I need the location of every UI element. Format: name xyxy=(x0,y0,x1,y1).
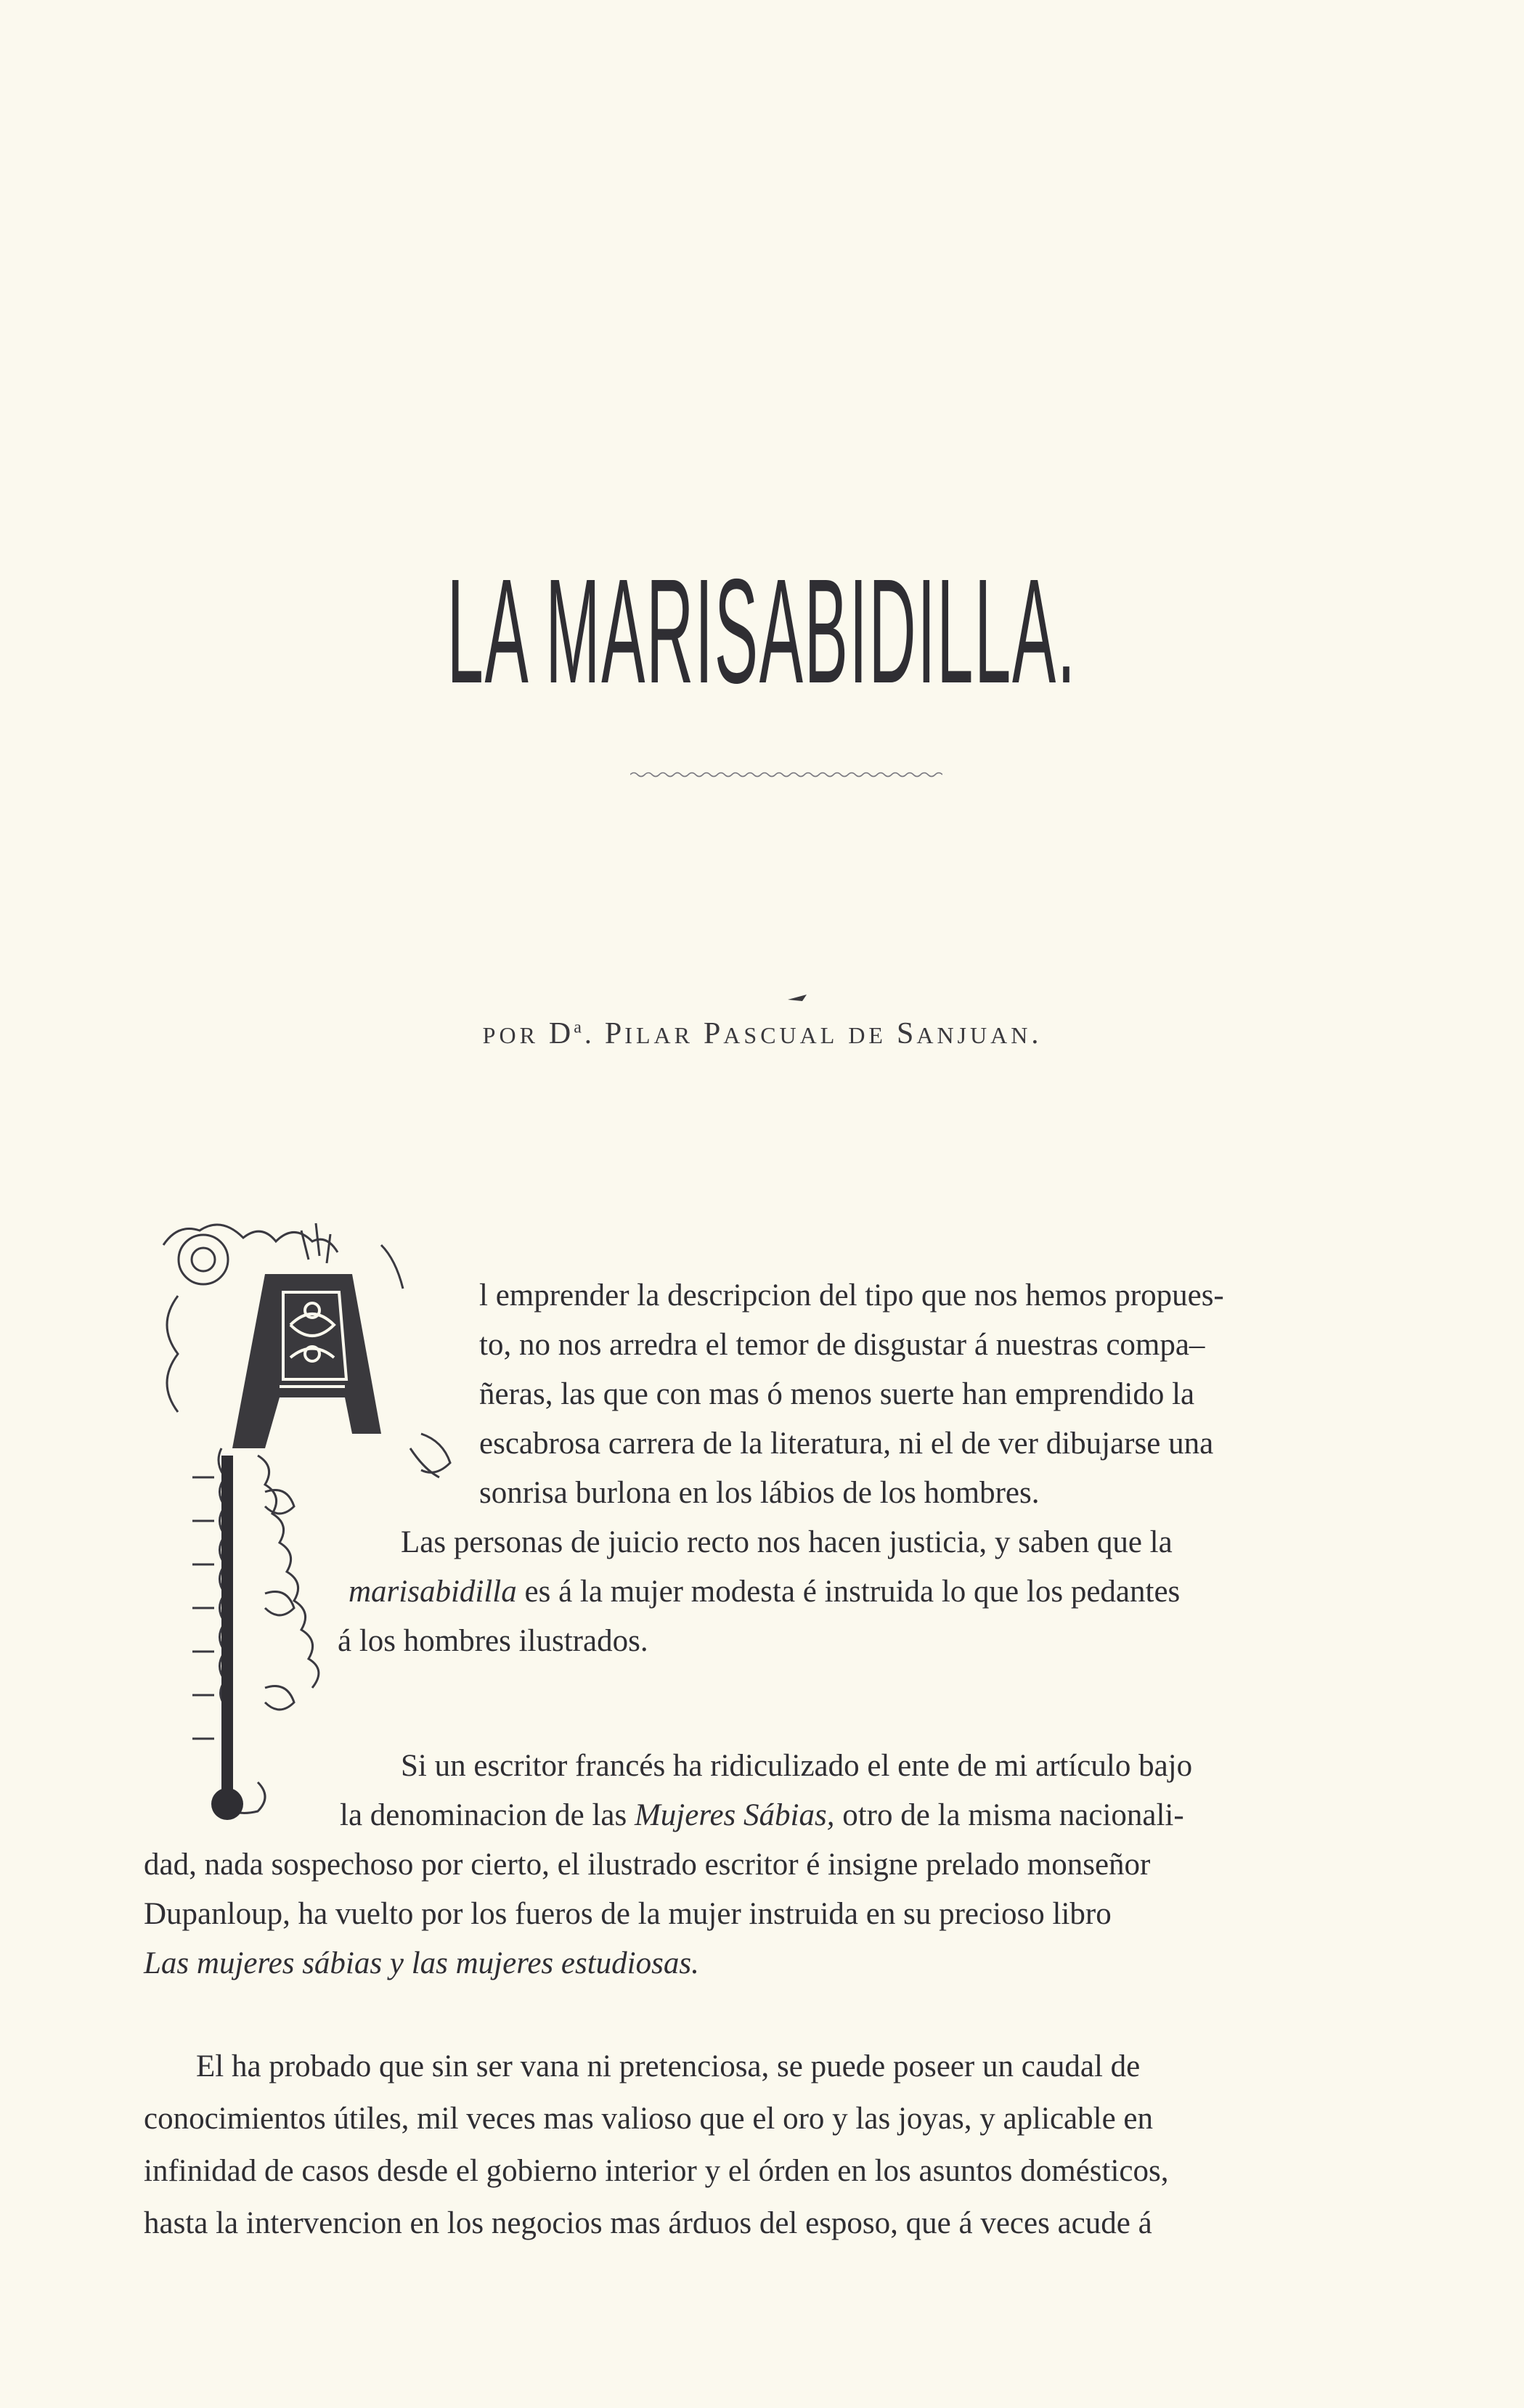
text-line: El ha probado que sin ser vana ni pretenciosa, se puede poseer un caudal de xyxy=(196,2049,1141,2083)
text-line xyxy=(340,1797,1184,1833)
text-run: otro de la misma nacionali- xyxy=(834,1798,1184,1832)
byline-por: POR xyxy=(482,1022,539,1048)
text-line: to, no nos arredra el temor de disgustar á nuestras compa– xyxy=(479,1328,1205,1362)
byline-p1: P xyxy=(604,1017,625,1050)
text-line: Dupanloup, ha vuelto por los fueros de la mujer instruida en su precioso libro xyxy=(144,1897,1112,1931)
text-line: conocimientos útiles, mil veces mas valioso que el oro y las joyas, y aplicable en xyxy=(144,2102,1153,2136)
text-line: escabrosa carrera de la literatura, ni el de ver dibujarse una xyxy=(479,1427,1214,1461)
text-line: Las personas de juicio recto nos hacen justicia, y saben que la xyxy=(401,1525,1173,1559)
text-run: la denominacion de las xyxy=(340,1798,635,1832)
italic-book-title: Las mujeres sábias y las mujeres estudiosas. xyxy=(144,1946,699,1980)
byline-de: DE xyxy=(848,1022,887,1048)
italic-term: Mujeres Sábias, xyxy=(634,1798,835,1832)
byline-n3: ANJUAN xyxy=(916,1022,1032,1048)
byline-n1: ILAR xyxy=(624,1022,693,1048)
text-line: hasta la intervencion en los negocios mas árduos del esposo, que á veces acude á xyxy=(144,2206,1152,2240)
byline-p3: S xyxy=(896,1017,917,1050)
accent-mark xyxy=(786,993,808,1002)
text-run: es á la mujer modesta é instruida lo que los pedantes xyxy=(516,1575,1181,1609)
text-line: sonrisa burlona en los lábios de los hombres. xyxy=(479,1476,1040,1510)
byline-p2: P xyxy=(703,1017,724,1050)
italic-term: marisabidilla xyxy=(349,1575,517,1609)
text-line xyxy=(349,1574,1180,1609)
decorative-rule xyxy=(630,770,942,780)
byline-end: . xyxy=(1031,1017,1042,1050)
author-byline xyxy=(0,1016,1524,1051)
text-line: ñeras, las que con mas ó menos suerte han emprendido la xyxy=(479,1377,1195,1411)
byline-dot: . xyxy=(584,1017,595,1050)
chapter-title: LA MARISABIDILLA. xyxy=(447,548,1077,714)
text-line: Si un escritor francés ha ridiculizado el ente de mi artículo bajo xyxy=(401,1749,1193,1783)
text-line: infinidad de casos desde el gobierno interior y el órden en los asuntos domésticos, xyxy=(144,2154,1169,2188)
byline-sup: a xyxy=(574,1018,584,1037)
text-line: á los hombres ilustrados. xyxy=(338,1624,648,1658)
byline-don: D xyxy=(548,1017,574,1050)
text-line: dad, nada sospechoso por cierto, el ilustrado escritor é insigne prelado monseñor xyxy=(144,1848,1151,1882)
text-line: l emprender la descripcion del tipo que nos hemos propues- xyxy=(479,1278,1224,1313)
byline-n2: ASCUAL xyxy=(723,1022,839,1048)
